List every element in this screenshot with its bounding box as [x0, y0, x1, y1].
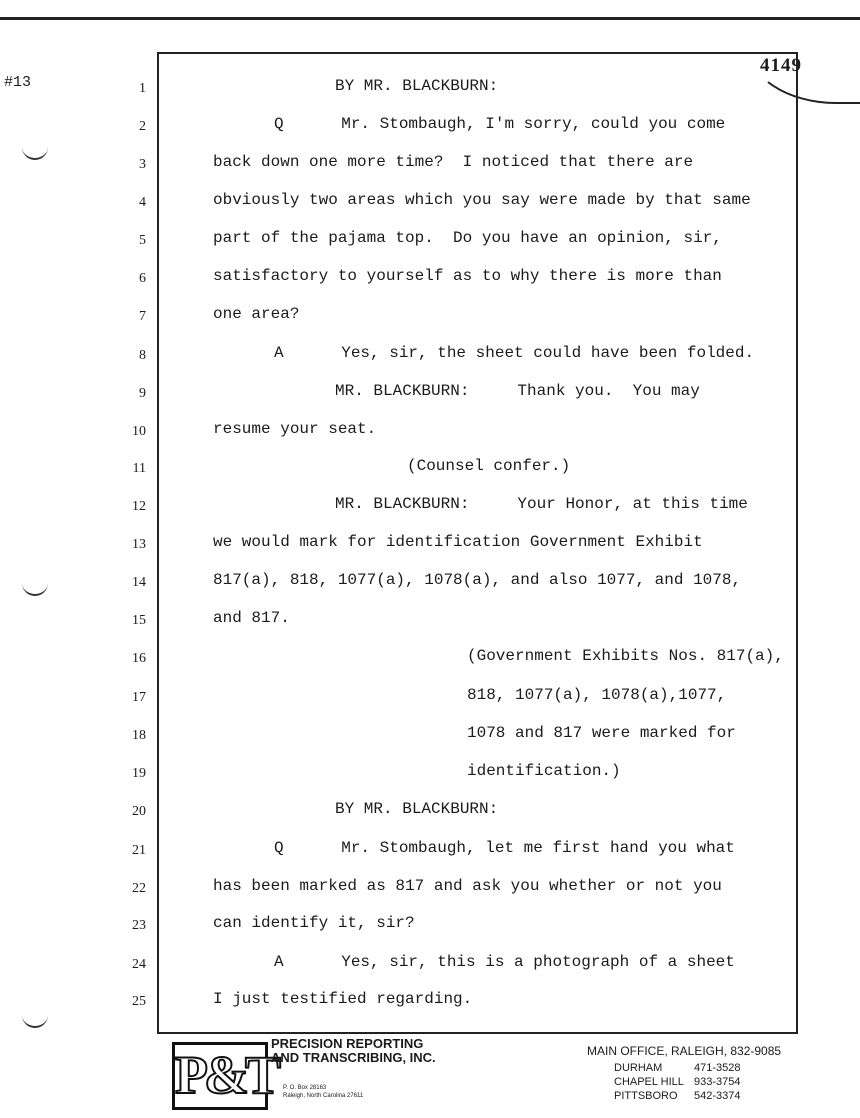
main-office: MAIN OFFICE, RALEIGH, 832-9085: [587, 1044, 782, 1058]
page-number: 4149: [760, 55, 802, 76]
transcript-line: [0, 686, 860, 716]
transcript-line: [0, 877, 860, 907]
office-phone: 933-3754: [694, 1076, 741, 1088]
line-text: has been marked as 817 and ask you whether or not you: [213, 877, 722, 895]
company-name: [271, 1037, 436, 1065]
company-address: [283, 1084, 363, 1100]
line-text: 1078 and 817 were marked for: [467, 724, 736, 742]
transcript-line: [0, 495, 860, 525]
line-number: 3: [139, 157, 146, 172]
transcript-line: [0, 839, 860, 869]
line-number: 5: [139, 233, 146, 248]
line-number: 12: [132, 499, 146, 514]
transcript-line: [0, 953, 860, 983]
transcript-line: [0, 153, 860, 183]
line-number: 21: [132, 843, 146, 858]
transcript-line: [0, 762, 860, 792]
line-number: 13: [132, 537, 146, 552]
line-number: 23: [132, 918, 146, 933]
company-name-line: AND TRANSCRIBING, INC.: [271, 1050, 436, 1065]
office-city: CHAPEL HILL: [614, 1076, 684, 1088]
line-number: 10: [132, 424, 146, 439]
transcript-line: [0, 533, 860, 563]
line-number: 19: [132, 766, 146, 781]
line-text: (Counsel confer.): [407, 457, 571, 475]
line-number: 14: [132, 575, 146, 590]
line-number: 4: [139, 195, 146, 210]
transcript-line: [0, 267, 860, 297]
transcript-line: [0, 990, 860, 1020]
transcript-line: [0, 800, 860, 830]
exhibit-tag: #13: [4, 74, 32, 91]
transcript-line: [0, 724, 860, 754]
line-text: satisfactory to yourself as to why there is more than: [213, 267, 722, 285]
line-text: (Government Exhibits Nos. 817(a),: [467, 647, 784, 665]
line-number: 20: [132, 804, 146, 819]
company-name-line: PRECISION REPORTING: [271, 1036, 424, 1051]
line-text: 818, 1077(a), 1078(a),1077,: [467, 686, 727, 704]
transcript-line: [0, 914, 860, 944]
office-phone: 542-3374: [694, 1090, 741, 1102]
line-number: 17: [132, 690, 146, 705]
line-text: BY MR. BLACKBURN:: [335, 800, 499, 818]
transcript-line: [0, 305, 860, 335]
line-text: part of the pajama top. Do you have an opinion, sir,: [213, 229, 722, 247]
line-number: 9: [139, 386, 146, 401]
line-number: 24: [132, 957, 146, 972]
line-text: Q Mr. Stombaugh, I'm sorry, could you come: [274, 115, 726, 133]
line-text: BY MR. BLACKBURN:: [335, 77, 499, 95]
transcript-line: [0, 229, 860, 259]
transcript-line: [0, 191, 860, 221]
company-logo: P&T: [172, 1042, 268, 1110]
transcript-line: [0, 647, 860, 677]
office-city: DURHAM: [614, 1062, 663, 1074]
transcript-line: [0, 457, 860, 487]
transcript-line: [0, 571, 860, 601]
line-text: one area?: [213, 305, 300, 323]
line-number: 16: [132, 651, 146, 666]
line-text: A Yes, sir, this is a photograph of a sheet: [274, 953, 735, 971]
address-line: Raleigh, North Carolina 27611: [283, 1093, 364, 1099]
line-number: 11: [132, 461, 146, 476]
line-number: 18: [132, 728, 146, 743]
line-text: identification.): [467, 762, 621, 780]
line-number: 7: [139, 309, 146, 324]
transcript-line: [0, 609, 860, 639]
transcript-line: [0, 382, 860, 412]
line-number: 22: [132, 881, 146, 896]
transcript-line: [0, 115, 860, 145]
line-number: 25: [132, 994, 146, 1009]
transcript-line: [0, 420, 860, 450]
line-text: and 817.: [213, 609, 290, 627]
line-text: back down one more time? I noticed that there are: [213, 153, 694, 171]
line-text: I just testified regarding.: [213, 990, 473, 1008]
office-city: PITTSBORO: [614, 1090, 678, 1102]
line-number: 2: [139, 119, 146, 134]
address-line: P. O. Box 28163: [283, 1085, 327, 1091]
office-phone: 471-3528: [694, 1062, 741, 1074]
line-text: MR. BLACKBURN: Your Honor, at this time: [335, 495, 748, 513]
line-text: A Yes, sir, the sheet could have been folded.: [274, 344, 755, 362]
line-text: obviously two areas which you say were made by that same: [213, 191, 751, 209]
line-text: Q Mr. Stombaugh, let me first hand you what: [274, 839, 735, 857]
line-number: 15: [132, 613, 146, 628]
line-number: 8: [139, 348, 146, 363]
transcript-line: [0, 77, 860, 107]
line-number: 6: [139, 271, 146, 286]
page-footer: [0, 1030, 860, 1118]
line-text: we would mark for identification Government Exhibit: [213, 533, 703, 551]
line-text: 817(a), 818, 1077(a), 1078(a), and also 1077, and 1078,: [213, 571, 742, 589]
line-text: can identify it, sir?: [213, 914, 415, 932]
line-number: 1: [139, 81, 146, 96]
line-text: MR. BLACKBURN: Thank you. You may: [335, 382, 700, 400]
line-text: resume your seat.: [213, 420, 377, 438]
transcript-line: [0, 344, 860, 374]
